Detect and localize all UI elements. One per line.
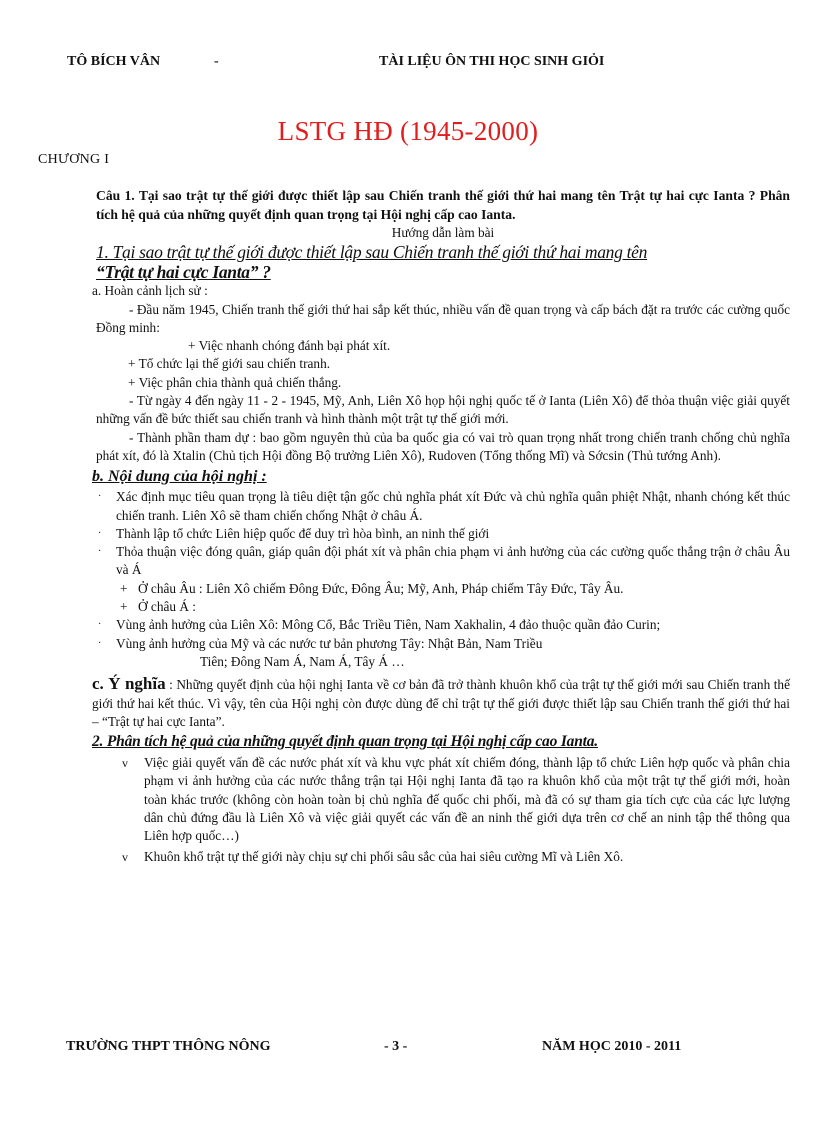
list-item: v Việc giải quyết vấn đề các nước phát xít và khu vực phát xít chiếm đóng, thành lập tổ chức Liên hợp quốc và phân chia phạm vi ảnh hưởng của các nước thắng trận tại Hội nghị Ianta đã tạo ra khuôn khổ của một trật tự thế giới mới, hoàn toàn khác trước (không còn hoàn toàn bị chủ nghĩa đế quốc chi phối, mà đã có sự tham gia tích cực của các lực lượng dân chủ đứng đầu là Liên Xô và việc giải quyết các vấn đề an ninh thế giới dựa trên cơ chế an ninh tập thể thông qua Liên hợp quốc…) [122,755,790,844]
part-c-paragraph: c. Ý nghĩa : Những quyết định của hội nghị Ianta về cơ bản đã trở thành khuôn khổ của trật tự thế giới mới sau Chiến tranh thế giới thứ hai kết thúc. Vì vậy, tên của Hội nghị còn được dùng để chỉ trật tự thế giới được thiết lập sau Chiến tranh thế giới thứ hai – “Trật tự hai cực Ianta”. [92,674,790,729]
list-item: + Ở châu Âu : Liên Xô chiếm Đông Đức, Đông Âu; Mỹ, Anh, Pháp chiếm Tây Đức, Tây Âu. [96,580,790,598]
footer-page-number: - 3 - [384,1039,408,1054]
footer-school-year: NĂM HỌC 2010 - 2011 [542,1039,682,1054]
part-a-paragraph-1: - Đầu năm 1945, Chiến tranh thế giới thứ hai sắp kết thúc, nhiều vấn đề quan trọng và cấp bách đặt ra trước các cường quốc Đồng minh: [96,301,790,335]
bullet-dot-icon: · [98,527,102,539]
list-item: · Vùng ảnh hưởng của Liên Xô: Mông Cổ, Bắc Triều Tiên, Nam Xakhalin, 4 đảo thuộc quần đảo Curin; [96,616,790,634]
list-item: v Khuôn khổ trật tự thế giới này chịu sự chi phối sâu sắc của hai siêu cường Mĩ và Liên Xô. [96,848,790,866]
question-1 [96,186,790,224]
section-1-heading: 1. Tại sao trật tự thế giới được thiết lập sau Chiến tranh thế giới thứ hai mang tên [96,242,648,263]
header-dash: - [214,54,219,69]
list-item: · Xác định mục tiêu quan trọng là tiêu diệt tận gốc chủ nghĩa phát xít Đức và chủ nghĩa quân phiệt Nhật, nhanh chóng kết thúc chiến tranh. Liên Xô sẽ tham chiến chống Nhật ở châu Á. [98,489,790,523]
header-author: TÔ BÍCH VÂN [67,54,161,69]
part-a-paragraph-2: - Từ ngày 4 đến ngày 11 - 2 - 1945, Mỹ, Anh, Liên Xô họp hội nghị quốc tế ở Ianta (Liên Xô) để thỏa thuận việc giải quyết những vấn đề bức thiết sau chiến tranh và hình thành một trật tự thế giới mới. [96,393,790,427]
bullet-dot-icon: · [98,491,102,503]
list-item-continuation: Tiên; Đông Nam Á, Nam Á, Tây Á … [200,653,405,669]
header-doc-title: TÀI LIỆU ÔN THI HỌC SINH GIỎI [379,54,605,69]
bullet-v-icon: v [122,756,128,771]
part-a-bullet-2: + Tổ chức lại thế giới sau chiến tranh. [128,356,331,372]
page-title: LSTG HĐ (1945-2000) [277,116,539,146]
part-b-label: b. Nội dung của hội nghị : [92,468,267,486]
question-text: Tại sao trật tự thế giới được thiết lập sau Chiến tranh thế giới thứ hai mang tên Trật tự hai cực Ianta ? Phân tích hệ quả của những quyết định quan trọng tại Hội nghị cấp cao Ianta. [96,188,790,222]
list-item: · Thành lập tổ chức Liên hiệp quốc để duy trì hòa bình, an ninh thế giới [96,525,790,543]
footer-school: TRƯỜNG THPT THÔNG NÔNG [66,1039,271,1054]
part-a-bullet-1: + Việc nhanh chóng đánh bại phát xít. [188,338,391,354]
bullet-dot-icon: · [98,546,102,558]
list-item: + Ở châu Á : [96,598,790,616]
question-number: Câu 1. [96,188,135,203]
part-a-paragraph-3: - Thành phần tham dự : bao gồm nguyên thủ của ba quốc gia có vai trò quan trọng nhất trong chiến tranh chống chủ nghĩa phát xít, đó là Xtalin (Chủ tịch Hội đồng Bộ trưởng Liên Xô), Rudoven (Tổng thống Mĩ) và Sớcsin (Thủ tướng Anh). [96,429,790,463]
bullet-plus-icon: + [120,599,128,615]
document-body [92,186,790,866]
part-a-label: a. Hoàn cảnh lịch sử : [92,283,208,299]
list-item: · Thỏa thuận việc đóng quân, giáp quân đội phát xít và phân chia phạm vi ảnh hưởng của các cường quốc thắng trận ở châu Âu và Á [98,544,790,578]
guide-heading: Hướng dẫn làm bài [391,225,495,240]
chapter-heading: CHƯƠNG I [38,152,110,167]
bullet-v-icon: v [122,849,128,864]
bullet-dot-icon: · [98,637,102,649]
part-c-label: c. Ý nghĩa [92,674,166,694]
section-1-heading-line2: “Trật tự hai cực Ianta” ? [96,262,271,283]
section-2-heading: 2. Phân tích hệ quả của những quyết định quan trọng tại Hội nghị cấp cao Ianta. [92,733,598,751]
bullet-plus-icon: + [120,580,128,596]
bullet-dot-icon: · [98,619,102,631]
part-a-bullet-3: + Việc phân chia thành quả chiến thắng. [128,374,342,390]
list-item: · Vùng ảnh hưởng của Mỹ và các nước tư bản phương Tây: Nhật Bản, Nam Triều [96,635,790,653]
